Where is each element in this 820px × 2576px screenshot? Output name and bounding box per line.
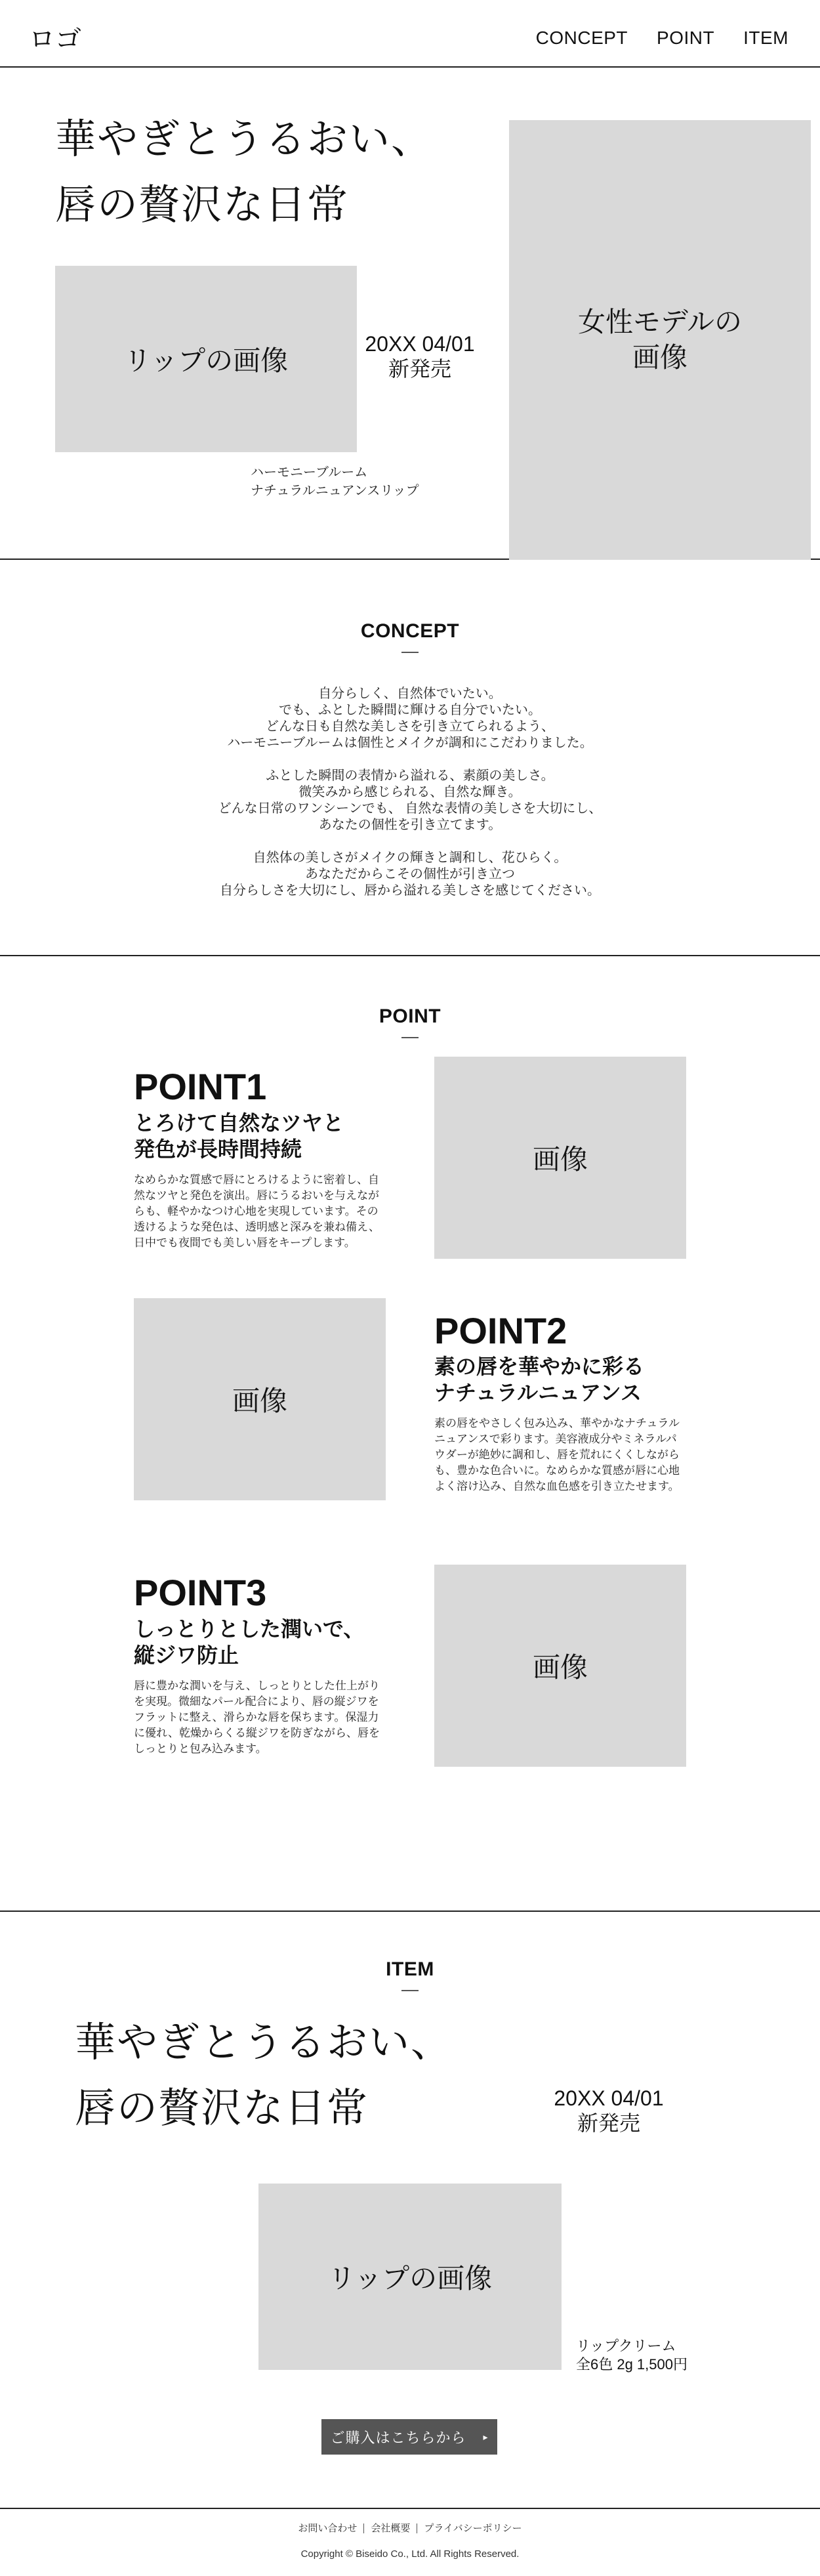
hero-title: 華やぎとうるおい、 唇の贅沢な日常 — [55, 117, 434, 228]
footer-link-contact[interactable]: お問い合わせ — [298, 2523, 358, 2534]
site-header — [0, 0, 820, 68]
nav-item[interactable]: ITEM — [743, 28, 789, 48]
point-heading-underline — [401, 1037, 419, 1038]
purchase-button[interactable] — [321, 2419, 497, 2455]
item-lip-image: リップの画像 — [258, 2184, 562, 2370]
purchase-button-label: ご購入はこちらから — [330, 2429, 466, 2446]
item-release-date: 20XX 04/01 新発売 — [554, 2086, 664, 2135]
arrow-right-icon: ▸ — [483, 2431, 489, 2442]
hero-section — [0, 68, 820, 560]
point2-title: POINT2 — [434, 1310, 567, 1351]
point1-image: 画像 — [434, 1057, 686, 1259]
hero-model-image: 女性モデルの 画像 — [509, 120, 811, 560]
hero-lip-image: リップの画像 — [55, 266, 357, 452]
concept-section — [0, 560, 820, 956]
point1-title: POINT1 — [134, 1066, 267, 1107]
concept-heading: CONCEPT — [360, 620, 460, 642]
global-nav — [536, 28, 789, 49]
site-footer — [0, 2509, 820, 2576]
copyright: Copyright © Biseido Co., Ltd. All Rights Reserved. — [300, 2548, 520, 2560]
point1-subtitle: とろけて自然なツヤと 発色が長時間持続 — [134, 1111, 344, 1161]
concept-paragraph: 自然体の美しさがメイクの輝きと調和し、花ひらく。 あなただからこその個性が引き立つ 自分らしさを大切にし、唇から溢れる美しさを感じてください。 — [220, 851, 600, 898]
point3-subtitle: しっとりとした潤いで、 縦ジワ防止 — [134, 1617, 365, 1667]
footer-link-company[interactable]: 会社概要 — [363, 2523, 417, 2533]
concept-body — [0, 686, 820, 916]
footer-link-privacy[interactable]: プライバシーポリシー — [417, 2523, 528, 2533]
point2-description: 素の唇をやさしく包み込み、華やかなナチュラルニュアンスで彩ります。美容液成分やミネラルパウダーが絶妙に調和し、唇を荒れにくくしながらも、豊かな色合いに。なめらかな質感が唇に心地よく溶け込み、自然な血色感を引き立たせます。 — [434, 1417, 680, 1492]
item-title: 華やぎとうるおい、 唇の贅沢な日常 — [75, 2020, 453, 2131]
point1-description: なめらかな質感で唇にとろけるように密着し、自然なツヤと発色を演出。唇にうるおいを与えながらも、軽やかなつけ心地を実現しています。その透けるような発色は、透明感と深みを兼ね備え、日中でも夜間でも美しい唇をキープします。 — [134, 1173, 380, 1249]
hero-release-date: 20XX 04/01 新発売 — [365, 332, 475, 381]
nav-concept[interactable]: CONCEPT — [535, 28, 628, 48]
point3-title: POINT3 — [134, 1572, 267, 1613]
footer-links — [0, 2523, 820, 2533]
point3-description: 唇に豊かな潤いを与え、しっとりとした仕上がりを実現。微細なパール配合により、唇の縦ジワをフラットに整え、滑らかな唇を保ちます。保湿力に優れ、乾燥からくる縦ジワを防ぎながら、唇をしっとりと包み込みます。 — [134, 1679, 380, 1755]
item-heading: ITEM — [386, 1958, 434, 1980]
point-section — [0, 956, 820, 1912]
point-heading: POINT — [379, 1005, 441, 1027]
logo[interactable]: ロゴ — [29, 25, 81, 54]
concept-paragraph: ふとした瞬間の表情から溢れる、素顔の美しさ。 微笑みから感じられる、自然な輝き。 どんな日常のワンシーンでも、 自然な表情の美しさを大切にし、 あなたの個性を引き立てます。 — [218, 769, 602, 832]
point2-subtitle: 素の唇を華やかに彩る ナチュラルニュアンス — [434, 1355, 645, 1404]
item-heading-underline — [401, 1990, 419, 1991]
point3-image: 画像 — [434, 1565, 686, 1767]
hero-product-name: ハーモニーブルーム ナチュラルニュアンスリップ — [251, 465, 419, 498]
item-spec: リップクリーム 全6色 2g 1,500円 — [576, 2338, 687, 2373]
item-section — [0, 1912, 820, 2509]
point2-image: 画像 — [134, 1298, 386, 1500]
concept-paragraph: 自分らしく、自然体でいたい。 でも、ふとした瞬間に輝ける自分でいたい。 どんな日も自然な美しさを引き立てられるよう、 ハーモニーブルームは個性とメイクが調和にこだわりました。 — [227, 686, 593, 750]
concept-heading-underline — [401, 652, 419, 653]
nav-point[interactable]: POINT — [657, 28, 715, 48]
